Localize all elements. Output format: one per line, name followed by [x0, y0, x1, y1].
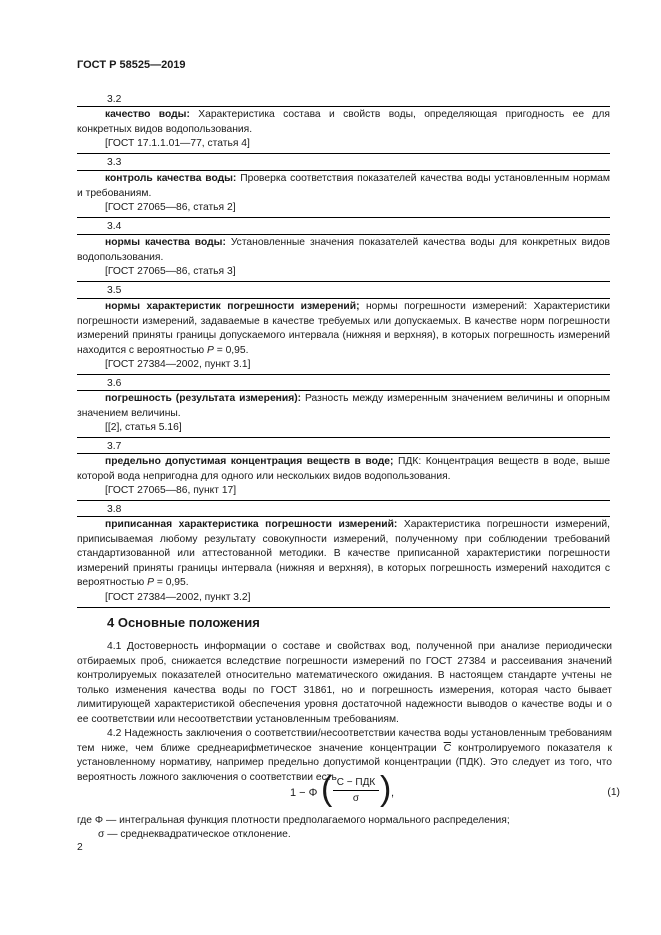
term-definition: [77, 392, 610, 421]
term-definition: [77, 455, 610, 484]
term-number: 3.7: [107, 441, 122, 452]
term-name: качество воды:: [105, 109, 190, 120]
probability-value: = 0,95.: [213, 344, 249, 356]
term-source: [ГОСТ 27065—86, статья 2]: [105, 202, 236, 214]
fraction-line: [333, 790, 379, 791]
term-name: предельно допустимая концентрация веществ в воде;: [105, 456, 394, 467]
document-id: ГОСТ Р 58525—2019: [77, 59, 186, 71]
paragraph-text: 4.2 Надежность заключения о соответствии/несоответствии качества воды установленным требованиям тем ниже, чем ближе среднеарифметическое значение концентрации: [77, 728, 612, 754]
term-name: приписанная характеристика погрешности измерений:: [105, 519, 398, 530]
term-number: 3.6: [107, 378, 122, 389]
term-source: [ГОСТ 27065—86, статья 3]: [105, 266, 236, 278]
term-number: 3.3: [107, 157, 122, 168]
where-line-1: где Φ — интегральная функция плотности предполагаемого нормального распределения;: [77, 815, 510, 826]
term-definition: [77, 108, 610, 137]
definition-text: Разность между измеренным значением величины и опорным значением величины.: [77, 393, 610, 419]
term-source: [ГОСТ 27065—86, пункт 17]: [105, 485, 237, 497]
definition-text: Установленные значения показателей качества воды для конкретных видов водопользования.: [77, 237, 610, 263]
right-paren-icon: ): [380, 770, 392, 808]
formula-prefix: 1 − Φ: [290, 787, 318, 799]
paragraph-4-1: 4.1 Достоверность информации о составе и свойствах вод, полученной при анализе периодически отбираемых проб, снижается вследствие погрешности измерений по ГОСТ 27384 и рассеивания значений контролируемых показателей относительно математического ожидания. В настоящем стандарте учтены не только изменения качества воды по ГОСТ 31861, но и погрешность измерения, которая часто бывает лимитирующей характеристикой обеспечения уровня достаточной надежности выводов о качестве воды и о ее соответствии или несоответствии установленным требованиям.: [77, 641, 612, 725]
page-number: 2: [77, 842, 83, 853]
term-entry: [77, 298, 610, 375]
term-number: 3.2: [107, 94, 122, 105]
term-number: 3.5: [107, 285, 122, 296]
left-paren-icon: (: [321, 770, 333, 808]
term-definition: [77, 172, 610, 201]
probability-value: = 0,95.: [153, 577, 189, 589]
term-name: нормы качества воды:: [105, 237, 226, 248]
paragraph-text: контролируемого показателя к установленному нормативу, например предельно допустимой концентрации (ПДК). Это следует из того, что вероятность ложного заключения о соответствии есть: [77, 742, 612, 783]
definition-text: ПДК: Концентрация веществ в воде, выше которой вода непригодна для одного или нескольких видов водопользования.: [77, 456, 610, 482]
term-entry: [77, 453, 610, 501]
section-title: 4 Основные положения: [107, 615, 260, 630]
formula-number: (1): [607, 787, 620, 798]
term-name: погрешность (результата измерения):: [105, 393, 302, 404]
definition-text: Характеристика состава и свойств воды, определяющая пригодность ее для конкретных видов водопользования.: [77, 109, 610, 135]
formula: [290, 770, 620, 812]
term-definition: [77, 518, 610, 591]
formula-fraction: [333, 776, 379, 805]
term-definition: [77, 236, 610, 265]
term-source: [[2], статья 5.16]: [105, 422, 182, 434]
definition-text: Проверка соответствия показателей качества воды установленным нормам и требованиям.: [77, 173, 610, 199]
term-entry: [77, 170, 610, 218]
mean-concentration-symbol: $\overline{C}$: [443, 742, 452, 754]
term-entry: [77, 516, 610, 608]
term-source: [ГОСТ 27384—2002, пункт 3.2]: [105, 591, 251, 603]
term-source: [ГОСТ 17.1.1.01—77, статья 4]: [105, 138, 250, 150]
formula-numerator: C − ПДК: [336, 777, 376, 788]
term-entry: [77, 106, 610, 154]
probability-symbol: P: [147, 577, 154, 589]
term-number: 3.4: [107, 221, 122, 232]
definition-text: Характеристика погрешности измерений, приписываемая любому результату совокупности измерений, полученному при соблюдении требований стандартизованной или аттестованной методики. В качестве приписанной характеристики погрешности измерений приняты границы интервала (нижняя и верхняя), в которых погрешность измерений находится с вероятностью: [77, 519, 610, 589]
formula-denominator: σ: [352, 793, 360, 804]
where-line-2: σ — среднеквадратическое отклонение.: [98, 829, 291, 840]
probability-symbol: P: [206, 344, 214, 356]
term-entry: [77, 390, 610, 438]
term-name: контроль качества воды:: [105, 173, 237, 184]
term-definition: [77, 300, 610, 358]
term-source: [ГОСТ 27384—2002, пункт 3.1]: [105, 359, 251, 371]
definition-text: нормы погрешности измерений: Характеристики погрешности измерений, задаваемые в качестве требуемых или допускаемых. В качестве норм погрешности измерений приняты границы допускаемого интервала (нижняя и верхняя), в которых погрешность измерений находится с вероятностью: [77, 301, 610, 356]
term-entry: [77, 234, 610, 282]
term-name: нормы характеристик погрешности измерений;: [105, 301, 360, 312]
term-number: 3.8: [107, 504, 122, 515]
formula-suffix: ,: [391, 787, 395, 799]
